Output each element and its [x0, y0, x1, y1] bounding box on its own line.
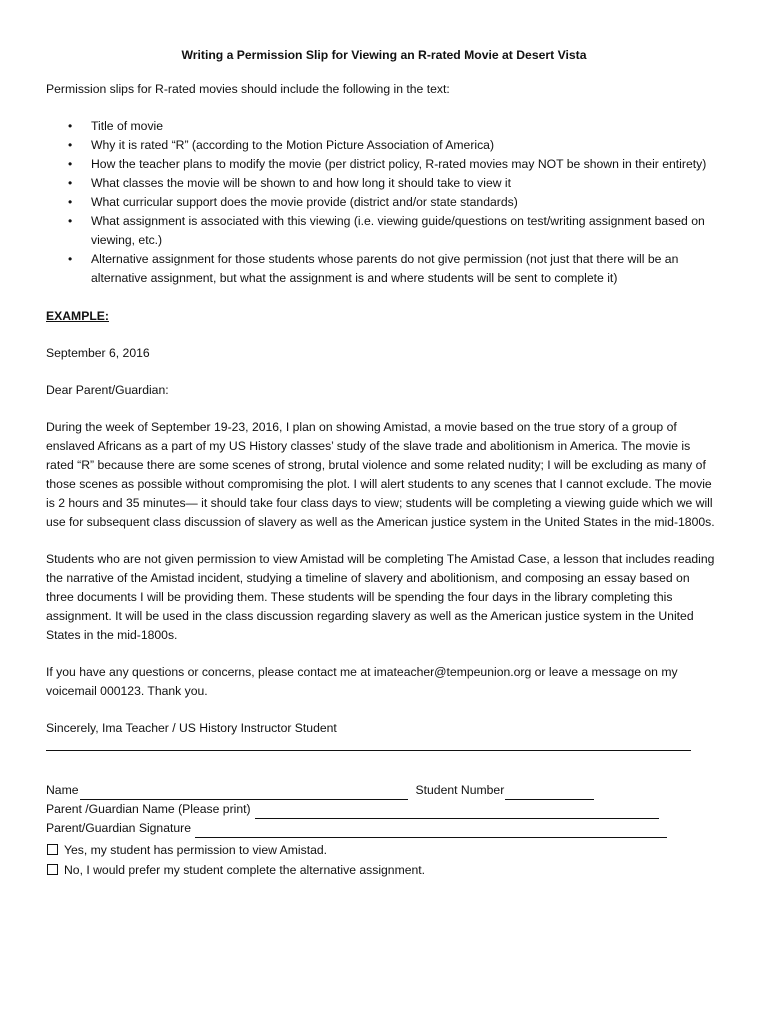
list-item: • What curricular support does the movie provide (district and/or state standards) — [46, 193, 718, 212]
parent-signature-field[interactable] — [195, 824, 667, 838]
student-number-label: Student Number — [415, 783, 505, 797]
document-page — [46, 46, 718, 880]
bullet-icon: • — [68, 252, 73, 266]
list-item: • Title of movie — [46, 117, 718, 136]
letter-paragraph-1: During the week of September 19-23, 2016, I plan on showing Amistad, a movie based on the true story of a group of enslaved Africans as a part of my US History classes’ study of the slave trade and abolitionism in America. The movie is rated “R” because there are some scenes of strong, brutal violence and some related nudity; I will be excluding as many of those scenes as possible without compromising the plot. I will alert students to any scenes that I cannot exclude. The movie is 2 hours and 35 minutes— it should take four class days to view; students will be completing a viewing guide which we will use for subsequent class discussion of slavery as well as the American justice system in the United States in the mid-1800s. — [46, 420, 715, 529]
bullet-icon: • — [68, 214, 73, 228]
parent-signature-row — [46, 819, 718, 838]
list-item: • Why it is rated “R” (according to the Motion Picture Association of America) — [46, 136, 718, 155]
signature-divider — [46, 750, 691, 751]
letter-date: September 6, 2016 — [46, 346, 150, 360]
name-field[interactable] — [80, 786, 408, 800]
option-yes-row[interactable] — [46, 840, 718, 860]
requirements-list — [46, 117, 718, 288]
parent-name-field[interactable] — [255, 805, 659, 819]
list-item: • Alternative assignment for those students whose parents do not give permission (not just that there will be an alternative assignment, but what the assignment is and where students will be sent to complete it) — [68, 252, 679, 285]
list-item: • How the teacher plans to modify the movie (per district policy, R-rated movies may NOT be shown in their entirety) — [46, 155, 718, 174]
letter-paragraph-2: Students who are not given permission to view Amistad will be completing The Amistad Case, a lesson that includes reading the narrative of the Amistad incident, studying a timeline of slavery and abolitionism, and composing an essay based on three documents I will be providing them. These students will be spending the four days in the library completing this assignment. It will be used in the class discussion regarding slavery as well as the American justice system in the United States in the mid-1800s. — [46, 552, 715, 642]
list-item: • What assignment is associated with this viewing (i.e. viewing guide/questions on test/writing assignment based on viewing, etc.) — [68, 214, 705, 247]
name-label: Name — [46, 783, 79, 797]
letter-closing: Sincerely, Ima Teacher / US History Instructor Student — [46, 721, 337, 735]
checkbox-icon[interactable] — [47, 844, 58, 855]
option-no-row[interactable] — [46, 860, 718, 880]
parent-name-label: Parent /Guardian Name (Please print) — [46, 802, 251, 816]
document-title: Writing a Permission Slip for Viewing an R-rated Movie at Desert Vista — [181, 48, 587, 62]
option-no-label: No, I would prefer my student complete the alternative assignment. — [64, 862, 426, 877]
bullet-icon: • — [68, 195, 73, 209]
parent-name-row — [46, 800, 718, 819]
bullet-icon: • — [68, 157, 73, 171]
list-item: • What classes the movie will be shown to and how long it should take to view it — [46, 174, 718, 193]
student-number-field[interactable] — [505, 786, 594, 800]
letter-paragraph-3: If you have any questions or concerns, please contact me at imateacher@tempeunion.org or leave a message on my voicemail 000123. Thank you. — [46, 665, 678, 698]
example-heading: EXAMPLE: — [46, 309, 109, 323]
letter-salutation: Dear Parent/Guardian: — [46, 383, 169, 397]
checkbox-icon[interactable] — [47, 864, 58, 875]
bullet-icon: • — [68, 138, 73, 152]
name-row — [46, 781, 718, 800]
bullet-icon: • — [68, 176, 73, 190]
option-yes-label: Yes, my student has permission to view Amistad. — [64, 842, 328, 857]
parent-signature-label: Parent/Guardian Signature — [46, 821, 191, 835]
bullet-icon: • — [68, 119, 73, 133]
intro-text: Permission slips for R-rated movies should include the following in the text: — [46, 82, 450, 96]
